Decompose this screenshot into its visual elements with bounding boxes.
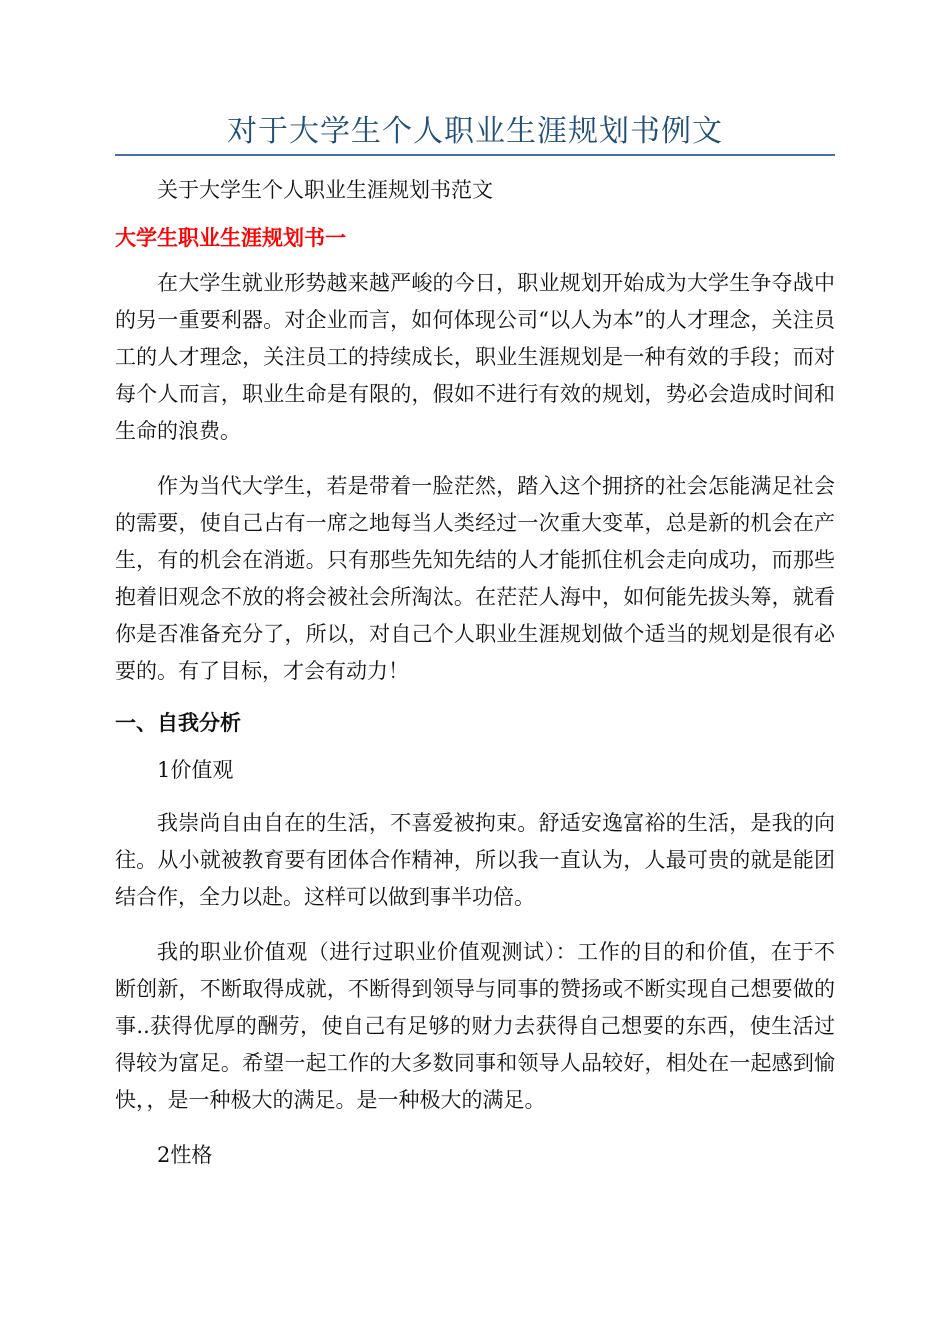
document-subtitle: 关于大学生个人职业生涯规划书范文: [157, 178, 493, 202]
title-underline: [115, 154, 835, 156]
subsection-personality: 2性格: [157, 1143, 213, 1167]
document-body: [115, 172, 835, 1190]
paragraph-intro: 在大学生就业形势越来越严峻的今日，职业规划开始成为大学生争夺战中的另一重要利器。对企业而言，如何体现公司“以人为本”的人才理念，关注员工的人才理念，关注员工的持续成长，职业生涯规划是一种有效的手段；而对每个人而言，职业生命是有限的，假如不进行有效的规划，势必会造成时间和生命的浪费。: [115, 271, 835, 443]
paragraph-contemporary-students: 作为当代大学生，若是带着一脸茫然，踏入这个拥挤的社会怎能满足社会的需要，使自己占有一席之地每当人类经过一次重大变革，总是新的机会在产生，有的机会在消逝。只有那些先知先结的人才能抓住机会走向成功，而那些抱着旧观念不放的将会被社会所淘汰。在茫茫人海中，如何能先拔头筹，就看你是否准备充分了，所以，对自己个人职业生涯规划做个适当的规划是很有必要的。有了目标，才会有动力！: [115, 474, 835, 683]
paragraph-values: 我崇尚自由自在的生活，不喜爱被拘束。舒适安逸富裕的生活，是我的向往。从小就被教育要有团体合作精神，所以我一直认为，人最可贵的就是能团结合作，全力以赴。这样可以做到事半功倍。: [115, 811, 835, 909]
section-heading-plan-one: 大学生职业生涯规划书一: [115, 226, 346, 250]
section-heading-self-analysis: 一、自我分析: [115, 711, 241, 735]
paragraph-career-values: 我的职业价值观（进行过职业价值观测试）：工作的目的和价值，在于不断创新，不断取得成就，不断得到领导与同事的赞扬或不断实现自己想要做的事..获得优厚的酬劳，使自己有足够的财力去获得自己想要的东西，使生活过得较为富足。希望一起工作的大多数同事和领导人品较好，相处在一起感到愉快，，是一种极大的满足。是一种极大的满足。: [115, 940, 835, 1112]
subsection-values: 1价值观: [157, 758, 234, 782]
document-title: 对于大学生个人职业生涯规划书例文: [227, 114, 723, 149]
